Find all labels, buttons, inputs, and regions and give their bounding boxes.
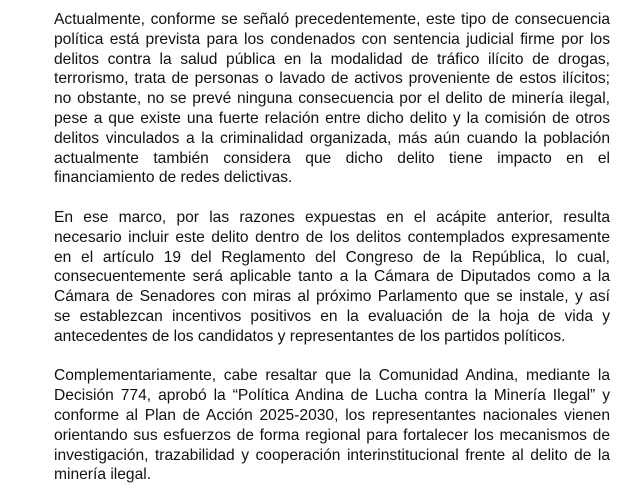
text-line: orientando sus esfuerzos de forma regional para fortalecer los mecanismos de [54,426,610,444]
text-line: Decisión 774, aprobó la “Política Andina de Lucha contra la Minería Ilegal” y [54,387,610,405]
text-line: Cámara de Senadores con miras al próximo Parlamento que se instale, y así [54,288,610,306]
text-line: antecedentes de los candidatos y representantes de los partidos políticos. [54,327,566,345]
text-line: delitos contra la salud pública en la modalidad de tráfico ilícito de drogas, [54,50,610,68]
text-line: delitos vinculados a la criminalidad organizada, más aún cuando la población [54,129,610,147]
text-line: política está prevista para los condenados con sentencia judicial firme por los [54,30,610,48]
text-line: actualmente también considera que dicho delito tiene impacto en el [54,149,610,167]
text-line: conforme al Plan de Acción 2025-2030, los representantes nacionales vienen [54,406,610,424]
text-line: consecuentemente será aplicable tanto a la Cámara de Diputados como a la [54,268,610,286]
paragraph-spacer [54,347,610,367]
text-line: en el artículo 19 del Reglamento del Congreso de la República, lo cual, [54,248,610,266]
text-line: minería ilegal. [54,466,152,484]
text-line: investigación, trazabilidad y cooperación interinstitucional frente al delito de la [54,446,610,464]
paragraph-1 [54,10,610,188]
text-line: Complementariamente, cabe resaltar que la Comunidad Andina, mediante la [54,367,610,385]
paragraph-3 [54,366,610,485]
text-line: Actualmente, conforme se señaló precedentemente, este tipo de consecuencia [54,11,610,28]
text-line: terrorismo, trata de personas o lavado de activos proveniente de estos ilícitos; [54,70,610,88]
text-line: se establezcan incentivos positivos en la evaluación de la hoja de vida y [54,307,610,325]
text-line: financiamiento de redes delictivas. [54,169,293,187]
text-line: En ese marco, por las razones expuestas en el acápite anterior, resulta [54,208,610,226]
document-page [54,10,610,485]
text-line: necesario incluir este delito dentro de los delitos contemplados expresamente [54,228,610,246]
paragraph-spacer [54,188,610,208]
text-line: no obstante, no se prevé ninguna consecuencia por el delito de minería ilegal, [54,90,610,108]
paragraph-2 [54,208,610,347]
text-line: pese a que existe una fuerte relación entre dicho delito y la comisión de otros [54,109,610,127]
